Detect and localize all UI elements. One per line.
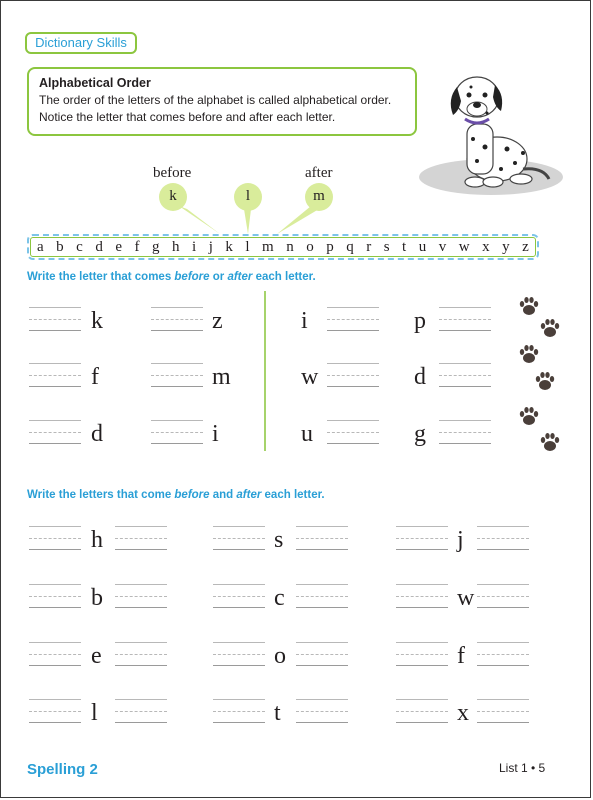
prompt-letter: u (301, 421, 313, 447)
prompt-letter: c (274, 585, 285, 611)
answer-blank[interactable] (296, 642, 348, 666)
alphabet-letter: p (326, 238, 334, 255)
answer-blank[interactable] (29, 307, 81, 331)
answer-blank[interactable] (213, 526, 265, 550)
paw-print-icon (539, 317, 561, 339)
alphabet-letter: u (418, 238, 427, 255)
prompt-letter: h (91, 527, 103, 553)
prompt-letter: o (274, 643, 286, 669)
instr-emphasis: after (236, 489, 262, 501)
prompt-letter: z (212, 308, 223, 334)
answer-blank[interactable] (29, 526, 81, 550)
paw-print-icon (539, 431, 561, 453)
alphabet-letter: h (172, 238, 180, 255)
example-before-bubble: k (159, 183, 187, 211)
section2-instruction (27, 489, 325, 501)
answer-blank[interactable] (477, 584, 529, 608)
prompt-letter: m (212, 364, 231, 390)
alphabet-letter: o (306, 238, 314, 255)
prompt-letter: l (91, 700, 98, 726)
answer-blank[interactable] (296, 584, 348, 608)
prompt-letter: e (91, 643, 102, 669)
prompt-letter: f (91, 364, 99, 390)
alphabet-letter: w (458, 238, 470, 255)
alphabet-letter: c (76, 238, 83, 255)
prompt-letter: f (457, 643, 465, 669)
paw-print-icon (518, 405, 540, 427)
alphabet-letter: r (366, 238, 372, 255)
instr-text: each letter. (261, 489, 325, 501)
prompt-letter: d (414, 364, 426, 390)
page-number: List 1 • 5 (499, 761, 546, 775)
alphabet-letter: l (245, 238, 250, 255)
answer-blank[interactable] (29, 420, 81, 444)
paw-print-icon (534, 370, 556, 392)
alphabet-letter: z (522, 238, 529, 255)
answer-blank[interactable] (477, 699, 529, 723)
alphabet-letter: t (402, 238, 407, 255)
prompt-letter: d (91, 421, 103, 447)
instr-emphasis: before (174, 489, 210, 501)
prompt-letter: b (91, 585, 103, 611)
alphabet-letter: i (192, 238, 197, 255)
answer-blank[interactable] (151, 363, 203, 387)
answer-blank[interactable] (396, 584, 448, 608)
before-label: before (153, 165, 192, 181)
alphabet-letter: a (37, 238, 44, 255)
answer-blank[interactable] (115, 699, 167, 723)
alphabet-letter: x (482, 238, 490, 255)
answer-blank[interactable] (29, 584, 81, 608)
alphabet-letter: n (286, 238, 294, 255)
info-line-1: The order of the letters of the alphabet is called alphabetical order. (39, 93, 392, 107)
prompt-letter: j (457, 527, 464, 553)
instr-text: Write the letters that come (27, 489, 175, 501)
prompt-letter: p (414, 308, 426, 334)
example-middle-bubble: l (234, 183, 262, 211)
answer-blank[interactable] (439, 307, 491, 331)
prompt-letter: i (301, 308, 308, 334)
answer-blank[interactable] (327, 307, 379, 331)
info-line-2: Notice the letter that comes before and after each letter. (39, 110, 336, 124)
answer-blank[interactable] (213, 642, 265, 666)
answer-blank[interactable] (29, 642, 81, 666)
alphabet-strip (27, 234, 539, 260)
answer-blank[interactable] (29, 699, 81, 723)
section1-instruction (27, 271, 316, 283)
prompt-letter: k (91, 308, 103, 334)
answer-blank[interactable] (213, 699, 265, 723)
info-title: Alphabetical Order (39, 76, 151, 90)
instr-emphasis: before (174, 271, 210, 283)
alphabet-letter: d (95, 238, 103, 255)
prompt-letter: g (414, 421, 426, 447)
alphabet-letter: j (208, 238, 213, 255)
column-divider (264, 291, 266, 451)
alphabet-letter: k (225, 238, 233, 255)
answer-blank[interactable] (439, 363, 491, 387)
dalmatian-puppy-illustration (411, 69, 571, 199)
after-label: after (305, 165, 333, 181)
instr-text: and (209, 489, 237, 501)
paw-print-icon (518, 343, 540, 365)
alphabet-letter: q (346, 238, 354, 255)
prompt-letter: t (274, 700, 281, 726)
prompt-letter: w (301, 364, 319, 390)
paw-print-icon (518, 295, 540, 317)
example-after-bubble: m (305, 183, 333, 211)
answer-blank[interactable] (396, 642, 448, 666)
answer-blank[interactable] (296, 526, 348, 550)
alphabet-letter: m (262, 238, 274, 255)
alphabet-letter: v (438, 238, 447, 255)
answer-blank[interactable] (477, 526, 529, 550)
instr-text: Write the letter that comes (27, 271, 175, 283)
prompt-letter: x (457, 700, 469, 726)
answer-blank[interactable] (327, 420, 379, 444)
answer-blank[interactable] (396, 699, 448, 723)
answer-blank[interactable] (327, 363, 379, 387)
answer-blank[interactable] (151, 307, 203, 331)
section-badge: Dictionary Skills (25, 32, 137, 54)
alphabet-letter: y (502, 238, 510, 255)
prompt-letter: s (274, 527, 284, 553)
alphabet-letter: f (134, 238, 140, 255)
answer-blank[interactable] (296, 699, 348, 723)
instr-emphasis: after (227, 271, 253, 283)
answer-blank[interactable] (213, 584, 265, 608)
answer-blank[interactable] (477, 642, 529, 666)
answer-blank[interactable] (29, 363, 81, 387)
prompt-letter: w (457, 585, 475, 611)
instr-text: each letter. (252, 271, 316, 283)
info-box (27, 67, 417, 136)
answer-blank[interactable] (151, 420, 203, 444)
answer-blank[interactable] (115, 584, 167, 608)
prompt-letter: i (212, 421, 219, 447)
answer-blank[interactable] (115, 642, 167, 666)
alphabet-letter: b (56, 238, 64, 255)
alphabet-letter: s (383, 238, 390, 255)
answer-blank[interactable] (439, 420, 491, 444)
answer-blank[interactable] (115, 526, 167, 550)
answer-blank[interactable] (396, 526, 448, 550)
alphabet-letter: g (152, 238, 160, 255)
instr-text: or (209, 271, 228, 283)
book-title: Spelling 2 (27, 761, 98, 778)
alphabet-letter: e (115, 238, 123, 255)
